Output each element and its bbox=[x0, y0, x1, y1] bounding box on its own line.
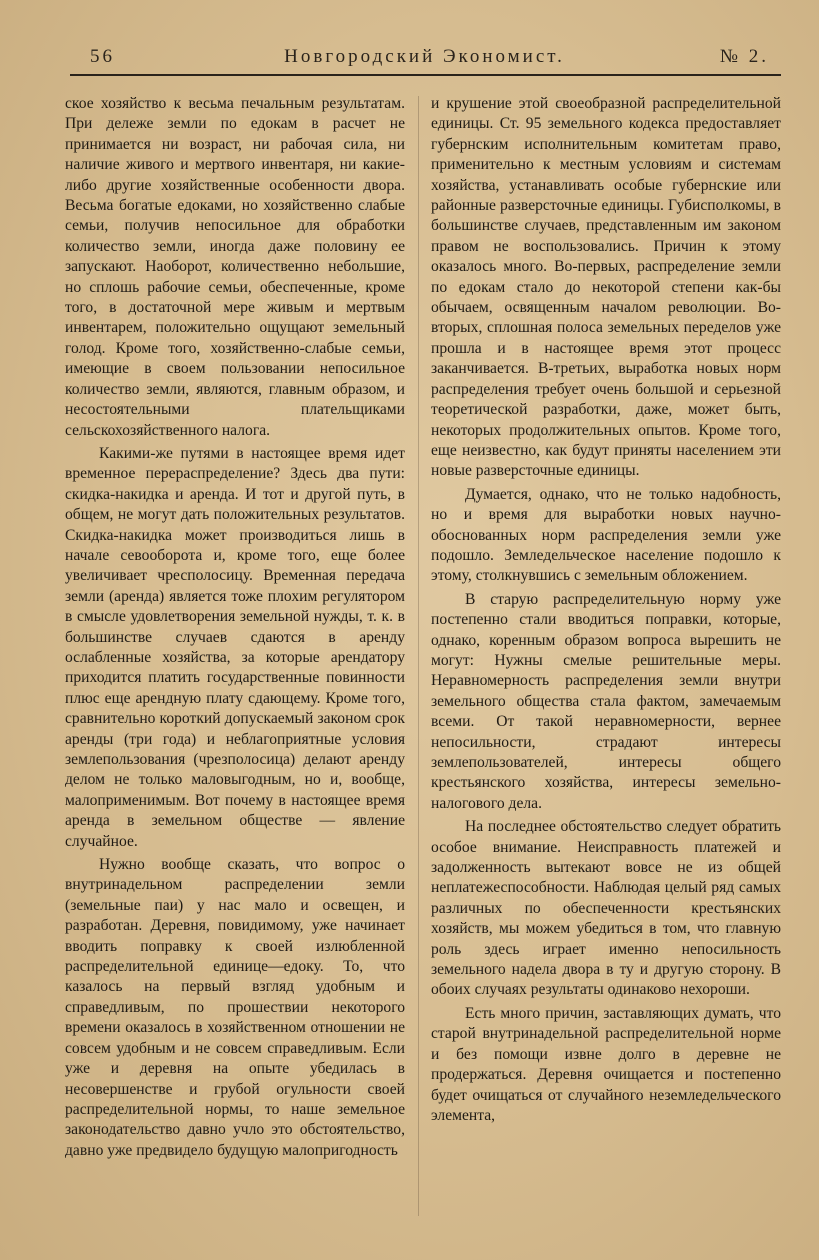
paragraph: Нужно вообще сказать, что вопрос о внутринадельном распределении земли (земельные паи) у нас мало и освещен, и разработан. Деревня, повидимому, уже начинает вводить поправку к своей излюбленной распределительной единице—едоку. То, что казалось на первый взгляд удобным и справедливым, по прошествии некоторого времени оказалось в хозяйственном отношении не совсем удобным и не совсем справедливым. Если уже и деревня на опыте убедилась в несовершенстве и грубой огульности своей распределительной нормы, то наше земельное законодательство давно учло это обстоятельство, давно уже предвидело будущую малопригодность bbox=[65, 856, 405, 1159]
right-column bbox=[431, 94, 781, 1126]
paragraph: ское хозяйство к весьма печальным результатам. При дележе земли по едокам в расчет не принимается ни возраст, ни рабочая сила, ни наличие живого и мертвого инвентаря, ни какие-либо другие хозяйственные особенности двора. Весьма богатые едоками, но хозяйственно слабые семьи, получив непосильное для обработки количество земли, иногда даже половину ее запускают. Наоборот, количественно небольшие, но сплошь рабочие семьи, обеспеченные, кроме того, в достаточной мере живым и мертвым инвентарем, положительно ощущают земельный голод. Кроме того, хозяйственно-слабые семьи, имеющие в своем пользовании непосильное количество земли, являются, главным образом, и несостоятельными плательщиками сельскохозяйственного налога. bbox=[65, 95, 405, 439]
running-header bbox=[70, 44, 779, 74]
left-column bbox=[65, 94, 405, 1161]
header-rule bbox=[70, 74, 781, 76]
paragraph: В старую распределительную норму уже постепенно стали вводиться поправки, которые, однако, коренным образом вопроса вырешить не могут: Нужны смелые решительные меры. Неравномерность распределения земли внутри земельного общества стала фактом, замечаемым всеми. От такой неравномерности, вернее непосильности, страдают интересы землепользователей, интересы общего крестьянского хозяйства, интересы земельно-налогового дела. bbox=[431, 590, 781, 812]
column-divider bbox=[418, 96, 419, 1216]
paragraph: Думается, однако, что не только надобность, но и время для выработки новых научно-обоснованных норм распределения земли уже подошло. Земледельческое население подошло к этому, столкнувшись с земельным обложением. bbox=[431, 485, 781, 585]
journal-title: Новгородский Экономист. bbox=[284, 46, 565, 67]
page-number: 56 bbox=[90, 46, 115, 67]
paragraph: Есть много причин, заставляющих думать, что старой внутринадельной распределительной норме и без помощи извне долго в деревне не продержаться. Деревня очищается и постепенно будет очищаться от случайного неземледельческого элемента, bbox=[431, 1004, 781, 1124]
issue-number: № 2. bbox=[719, 46, 769, 67]
paragraph: Какими-же путями в настоящее время идет временное перераспределение? Здесь два пути: скидка-накидка и аренда. И тот и другой путь, в общем, не могут дать положительных результатов. Скидка-накидка может производиться лишь в начале севооборота и, кроме того, еще более увеличивает чресполосицу. Временная передача земли (аренда) является тоже плохим регулятором в смысле удовлетворения земельной нужды, т. к. в большинстве случаев сдаются в аренду ослабленные хозяйства, за которые арендатору приходится платить государственные повинности плюс еще арендную плату сдающему. Кроме того, сравнительно короткий допускаемый законом срок аренды (три года) и неблагоприятные условия землепользования (чрезполосица) делают аренду делом не только маловыгодным, но и, вообще, малоприменимым. Вот почему в настоящее время аренда в земельном обществе — явление случайное. bbox=[65, 444, 405, 850]
paragraph: и крушение этой своеобразной распределительной единицы. Ст. 95 земельного кодекса предоставляет губернским исполнительным комитетам право, применительно к местным условиям и системам хозяйства, устанавливать особые губернские или районные разверсточные единицы. Губисполкомы, в большинстве случаев, представленным им законом правом не воспользовались. Причин к этому оказалось много. Во-первых, распределение земли по едокам стало до некоторой степени как-бы обычаем, освященным началом революции. Во-вторых, сплошная полоса земельных переделов уже прошла и в настоящее время этот процесс заканчивается. В-третьих, выработка новых норм распределения требует очень большой и серьезной теоретической разработки, даже, может быть, некоторых продолжительных опытов. Кроме того, еще неизвестно, как будут приняты населением эти новые разверсточные единицы. bbox=[431, 95, 781, 480]
paragraph: На последнее обстоятельство следует обратить особое внимание. Неисправность платежей и задолженность вытекают вовсе не из общей неплатежеспособности. Наблюдая целый ряд самых различных по обеспеченности крестьянских хозяйств, мы можем убедиться в том, что главную роль здесь играет именно непосильность земельного надела двора в ту и другую сторону. В обоих случаях результаты одинаково нехороши. bbox=[431, 818, 781, 999]
